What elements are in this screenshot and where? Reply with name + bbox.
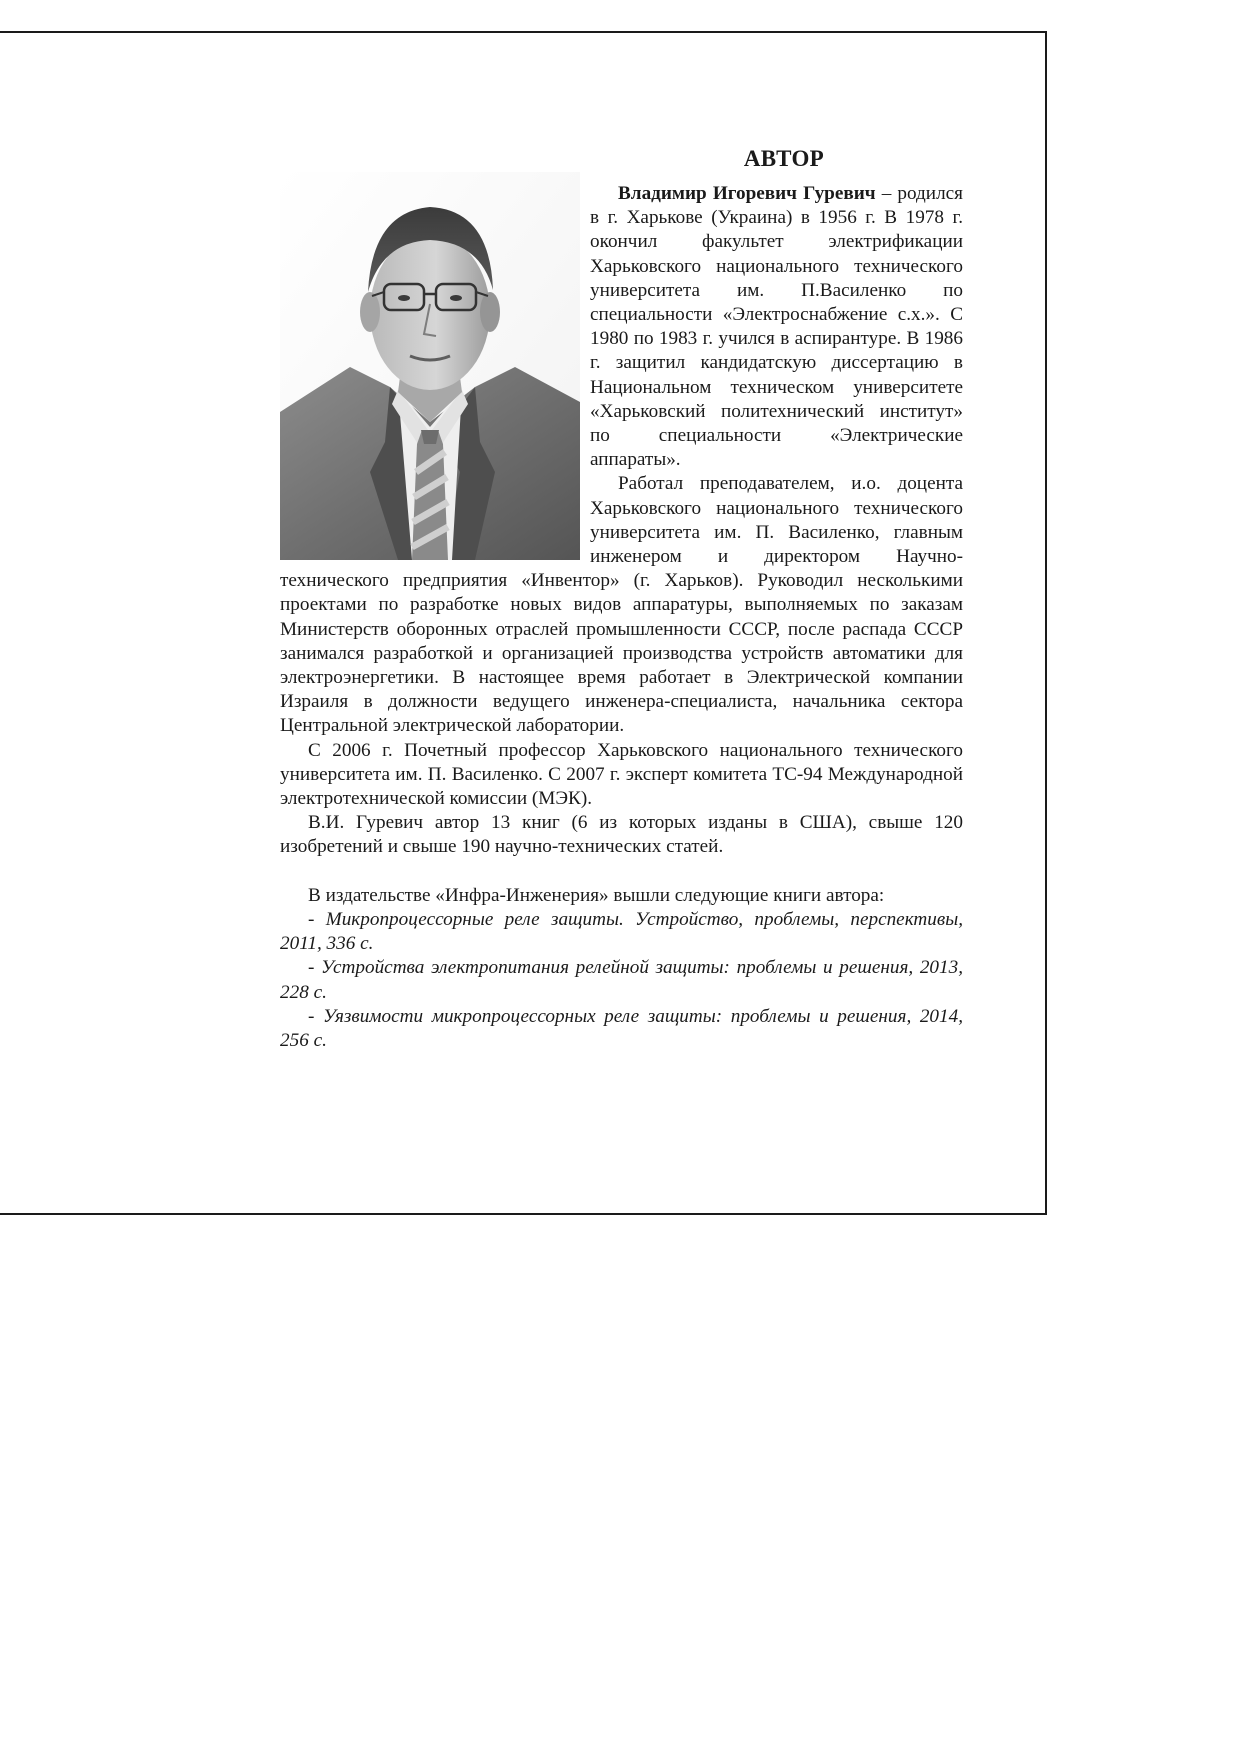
bio-paragraph-works: В.И. Гуревич автор 13 книг (6 из которых изданы в США), свыше 120 изобретений и свыше 190 научно-технических статей.: [280, 812, 963, 858]
bio-paragraph-honors: С 2006 г. Почетный профессор Харьковского национального технического университета им. П. Василенко. С 2007 г. эксперт комитета ТС-94 Международной электротехнической комиссии (МЭК).: [280, 739, 963, 810]
book-item: - Уязвимости микропроцессорных реле защиты: проблемы и решения, 2014, 256 с.: [280, 1005, 963, 1051]
bio-paragraph-career: Работал преподавателем, и.о. доцента Харьковского национального технического университета им. П. Василенко, главным инженером и директором Научно-технического предприятия «Инвентор» (г. Харьков). Руководил несколькими проектами по разработке новых видов аппаратуры, выполняемых по заказам Министерств оборонных отраслей промышленности СССР, после распада СССР занимался разработкой и организацией производства устройств автоматики для электроэнергетики. В настоящее время работает в Электрической компании Израиля в должности ведущего инженера-специалиста, начальника сектора Центральной электрической лаборатории.: [280, 473, 963, 737]
bio-intro-text: – родился в г. Харькове (Украина) в 1956 г. В 1978 г. окончил факультет электрификации Харьковского национального технического университета им. П.Василенко по специальности «Электроснабжение с.х.». С 1980 по 1983 г. учился в аспирантуре. В 1986 г. защитил кандидатскую диссертацию в Национальном техническом университете «Харьковский политехнический институт» по специальности «Электрические аппараты».: [590, 183, 963, 471]
book-item: - Устройства электропитания релейной защиты: проблемы и решения, 2013, 228 с.: [280, 957, 963, 1003]
author-name: Владимир Игоревич Гуревич: [618, 183, 876, 204]
page-title: АВТОР: [743, 146, 824, 171]
books-intro: В издательстве «Инфра-Инженерия» вышли следующие книги автора:: [308, 884, 885, 906]
author-section: [280, 142, 963, 1053]
author-portrait: [280, 172, 580, 560]
book-item: - Микропроцессорные реле защиты. Устройство, проблемы, перспективы, 2011, 336 с.: [280, 908, 963, 955]
